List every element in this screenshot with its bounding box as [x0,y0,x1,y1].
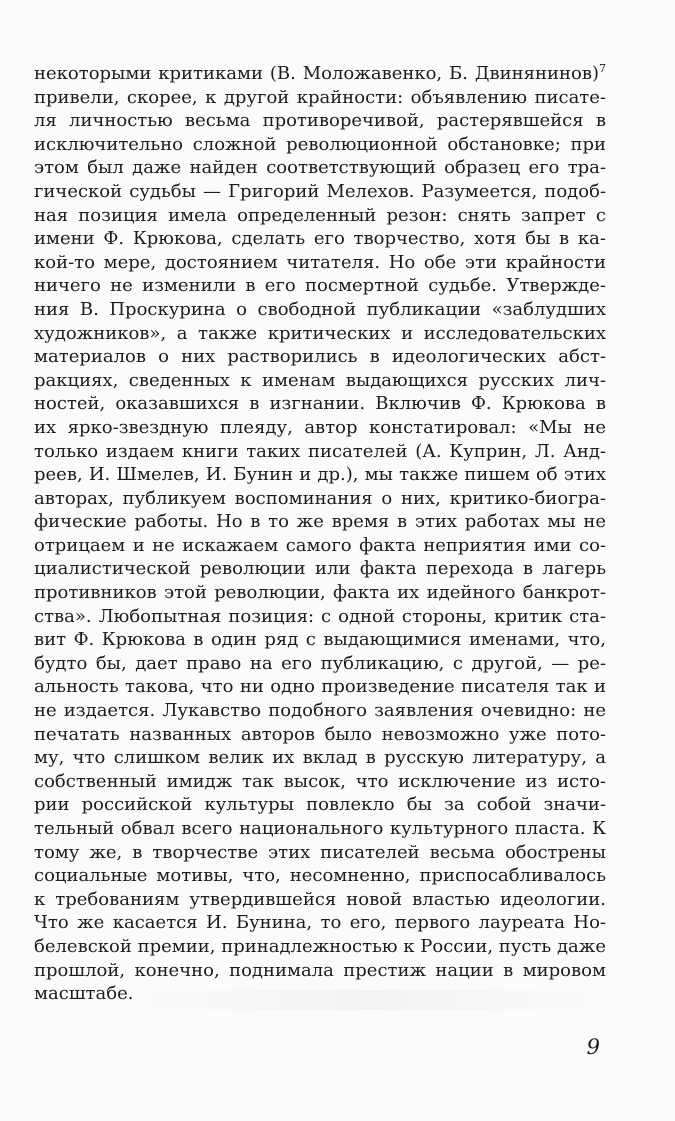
text-line-content: кой-то мере, достоянием читателя. Но обе эти крайности [34,251,606,273]
text-line-content: их ярко-звездную плеяду, автор констатировал: «Мы не [34,416,606,438]
text-line [34,133,606,157]
text-line-content: прошлой, конечно, поднимала престиж нации в мировом [34,959,606,981]
text-line [34,911,606,935]
text-line-content: фические работы. Но в то же время в этих работах мы не [34,511,606,533]
text-line-content: исключительно сложной революционной обстановке; при [34,133,606,155]
text-line [34,605,606,629]
text-line [34,109,606,133]
text-line [34,581,606,605]
text-line-content: ства». Любопытная позиция: с одной стороны, критик ста- [34,605,606,627]
text-line [34,982,606,1006]
text-line-content: ничего не изменили в его посмертной судьбе. Утвержде- [34,275,606,297]
text-line-content: будто бы, дает право на его публикацию, с другой, — ре- [34,652,606,674]
text-line-content: социальные мотивы, что, несомненно, приспосабливалось [34,865,606,887]
text-line-content: материалов о них растворились в идеологических абст- [34,346,606,368]
text-line-content: альность такова, что ни одно произведение писателя так и [34,676,606,698]
text-line [34,864,606,888]
text-line [34,440,606,464]
text-line-content: отрицаем и не искажаем самого факта неприятия ими со- [34,534,606,556]
text-line [34,841,606,865]
text-line-content: некоторыми критиками (В. Моложавенко, Б. Двинянинов) [34,63,599,84]
text-line [34,274,606,298]
text-line [34,369,606,393]
text-line [34,628,606,652]
text-line-content: масштабе. [34,983,134,1005]
text-line-content: не издается. Лукавство подобного заявления очевидно: не [34,700,606,722]
body-text [34,62,606,1006]
text-line-content: к требованиям утвердившейся новой властью идеологии. [34,888,606,910]
text-line-content: тельный обвал всего национального культурного пласта. К [34,818,606,839]
text-line [34,251,606,275]
text-line [34,959,606,983]
text-line-content: собственный имидж так высок, что исключение из исто- [34,770,606,792]
text-line [34,392,606,416]
text-line [34,86,606,110]
text-line-content: гической судьбы — Григорий Мелехов. Разумеется, подоб- [34,180,606,202]
text-line [34,699,606,723]
text-line [34,156,606,180]
text-line-content: этом был даже найден соответствующий образец его тра- [34,157,606,179]
text-line [34,62,606,86]
text-line-content: печатать названных авторов было невозможно уже пото- [34,723,606,745]
text-line-content: вит Ф. Крюкова в один ряд с выдающимися именами, что, [34,629,606,651]
text-line-content: привели, скорее, к другой крайности: объявлению писате- [34,86,606,108]
text-line [34,204,606,228]
text-line [34,345,606,369]
text-line [34,746,606,770]
text-line [34,770,606,794]
text-line-content: авторах, публикуем воспоминания о них, критико-биогра- [34,487,606,509]
text-line-content: ностей, оказавшихся в изгнании. Включив Ф. Крюкова в [34,393,606,415]
text-line-content: реев, И. Шмелев, И. Бунин и др.), мы также пишем об этих [34,464,606,486]
text-line [34,723,606,747]
text-line [34,416,606,440]
text-line [34,463,606,487]
text-line [34,817,606,841]
text-line-content: белевской премии, принадлежностью к России, пусть даже [34,935,606,957]
text-line-content: противников этой революции, факта их идейного банкрот- [34,582,606,604]
text-line-content: художников», а также критических и исследовательских [34,322,606,344]
text-line [34,322,606,346]
text-line [34,935,606,959]
text-line-content: только издаем книги таких писателей (А. Куприн, Л. Анд- [34,440,606,462]
text-line-content: му, что слишком велик их вклад в русскую литературу, а [34,747,606,769]
text-line [34,557,606,581]
text-line-content: имени Ф. Крюкова, сделать его творчество, хотя бы в ка- [34,228,606,250]
text-line [34,534,606,558]
text-line-content: ля личностью весьма противоречивой, растерявшейся в [34,110,606,132]
text-line [34,298,606,322]
text-line-content: циалистической революции или факта перехода в лагерь [34,558,606,580]
text-line [34,510,606,534]
text-line-content: Что же касается И. Бунина, то его, первого лауреата Но- [34,912,606,934]
text-line [34,675,606,699]
text-line [34,652,606,676]
text-line [34,227,606,251]
text-line [34,888,606,912]
text-line [34,487,606,511]
text-line-content: ная позиция имела определенный резон: снять запрет с [34,204,606,226]
text-line-content: ния В. Проскурина о свободной публикации «заблудших [34,298,606,320]
text-line [34,180,606,204]
text-line-content: тому же, в творчестве этих писателей весьма обострены [34,841,606,863]
footnote-marker: 7 [599,62,606,75]
text-line-content: ракциях, сведенных к именам выдающихся русских лич- [34,369,606,391]
page-number: 9 [586,1035,600,1059]
text-line-content: рии российской культуры повлекло бы за собой значи- [34,794,606,816]
text-line [34,793,606,817]
